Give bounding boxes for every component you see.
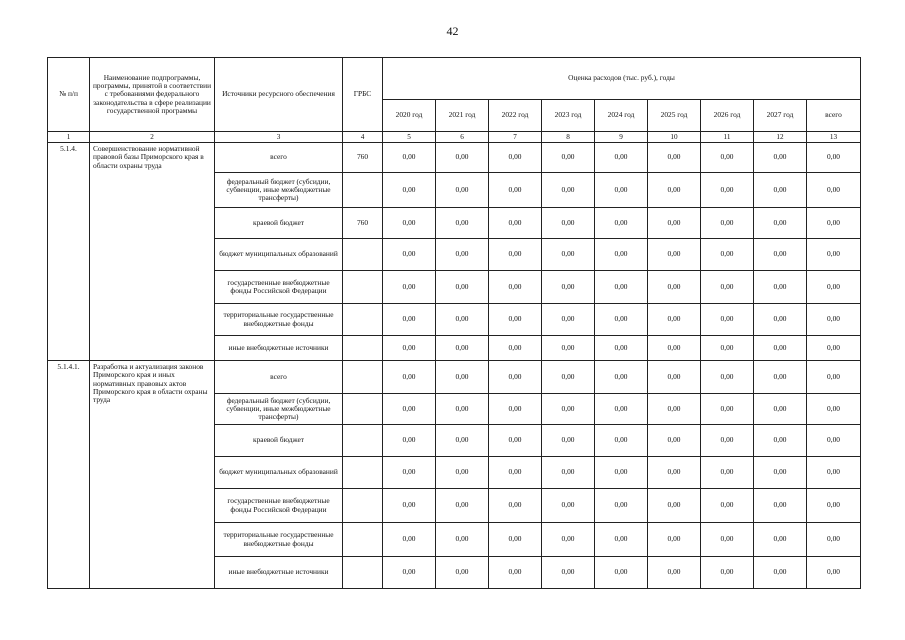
value-cell: 0,00 (754, 208, 807, 239)
funding-source: краевой бюджет (215, 208, 343, 239)
value-cell: 0,00 (436, 304, 489, 336)
value-cell: 0,00 (807, 304, 861, 336)
value-cell: 0,00 (807, 239, 861, 271)
column-number-7: 7 (489, 132, 542, 143)
value-cell: 0,00 (436, 143, 489, 173)
column-number-2: 2 (90, 132, 215, 143)
column-number-10: 10 (648, 132, 701, 143)
value-cell: 0,00 (595, 489, 648, 523)
value-cell: 0,00 (383, 361, 436, 394)
value-cell: 0,00 (595, 361, 648, 394)
value-cell: 0,00 (383, 239, 436, 271)
budget-table (47, 57, 861, 589)
budget-table-wrapper (47, 57, 861, 589)
value-cell: 0,00 (436, 425, 489, 457)
value-cell: 0,00 (701, 457, 754, 489)
value-cell: 0,00 (595, 173, 648, 208)
value-cell: 0,00 (436, 208, 489, 239)
value-cell: 0,00 (383, 173, 436, 208)
header-col-name: Наименование подпрограммы, программы, принятой в соответствии с требованиями федерального законодательства в сфере реализации государственной программы (90, 58, 215, 132)
grbs-code (343, 271, 383, 304)
header-year-2: 2022 год (489, 100, 542, 132)
grbs-code (343, 523, 383, 557)
value-cell: 0,00 (807, 271, 861, 304)
value-cell: 0,00 (542, 173, 595, 208)
value-cell: 0,00 (383, 523, 436, 557)
value-cell: 0,00 (436, 489, 489, 523)
value-cell: 0,00 (489, 457, 542, 489)
column-number-11: 11 (701, 132, 754, 143)
column-number-3: 3 (215, 132, 343, 143)
value-cell: 0,00 (701, 336, 754, 361)
table-row (48, 143, 861, 173)
value-cell: 0,00 (648, 394, 701, 425)
value-cell: 0,00 (754, 336, 807, 361)
grbs-code (343, 361, 383, 394)
grbs-code (343, 489, 383, 523)
funding-source: краевой бюджет (215, 425, 343, 457)
header-year-6: 2026 год (701, 100, 754, 132)
value-cell: 0,00 (754, 425, 807, 457)
item-code: 5.1.4.1. (48, 361, 90, 589)
value-cell: 0,00 (436, 457, 489, 489)
value-cell: 0,00 (648, 304, 701, 336)
header-row-1 (48, 58, 861, 100)
funding-source: федеральный бюджет (субсидии, субвенции, иные межбюджетные трансферты) (215, 173, 343, 208)
value-cell: 0,00 (383, 557, 436, 589)
value-cell: 0,00 (807, 457, 861, 489)
value-cell: 0,00 (754, 523, 807, 557)
value-cell: 0,00 (436, 173, 489, 208)
value-cell: 0,00 (807, 489, 861, 523)
table-row (48, 361, 861, 394)
value-cell: 0,00 (754, 457, 807, 489)
value-cell: 0,00 (595, 523, 648, 557)
funding-source: территориальные государственные внебюджетные фонды (215, 304, 343, 336)
value-cell: 0,00 (648, 489, 701, 523)
funding-source: государственные внебюджетные фонды Российской Федерации (215, 271, 343, 304)
value-cell: 0,00 (542, 425, 595, 457)
value-cell: 0,00 (595, 208, 648, 239)
value-cell: 0,00 (542, 361, 595, 394)
funding-source: бюджет муниципальных образований (215, 457, 343, 489)
value-cell: 0,00 (436, 271, 489, 304)
value-cell: 0,00 (807, 208, 861, 239)
grbs-code (343, 394, 383, 425)
value-cell: 0,00 (489, 557, 542, 589)
header-col-sources: Источники ресурсного обеспечения (215, 58, 343, 132)
value-cell: 0,00 (489, 361, 542, 394)
funding-source: бюджет муниципальных образований (215, 239, 343, 271)
value-cell: 0,00 (595, 239, 648, 271)
value-cell: 0,00 (542, 523, 595, 557)
value-cell: 0,00 (807, 425, 861, 457)
value-cell: 0,00 (807, 394, 861, 425)
value-cell: 0,00 (436, 394, 489, 425)
header-year-1: 2021 год (436, 100, 489, 132)
column-number-4: 4 (343, 132, 383, 143)
value-cell: 0,00 (701, 208, 754, 239)
grbs-code (343, 336, 383, 361)
funding-source: всего (215, 143, 343, 173)
header-year-8: всего (807, 100, 861, 132)
value-cell: 0,00 (383, 304, 436, 336)
column-number-5: 5 (383, 132, 436, 143)
value-cell: 0,00 (595, 143, 648, 173)
value-cell: 0,00 (648, 425, 701, 457)
value-cell: 0,00 (648, 523, 701, 557)
header-year-3: 2023 год (542, 100, 595, 132)
value-cell: 0,00 (807, 557, 861, 589)
value-cell: 0,00 (489, 394, 542, 425)
value-cell: 0,00 (383, 489, 436, 523)
column-number-8: 8 (542, 132, 595, 143)
value-cell: 0,00 (648, 173, 701, 208)
header-col-num: № п/п (48, 58, 90, 132)
column-number-13: 13 (807, 132, 861, 143)
value-cell: 0,00 (383, 336, 436, 361)
value-cell: 0,00 (383, 394, 436, 425)
value-cell: 0,00 (648, 239, 701, 271)
value-cell: 0,00 (648, 457, 701, 489)
value-cell: 0,00 (754, 304, 807, 336)
value-cell: 0,00 (754, 239, 807, 271)
value-cell: 0,00 (542, 336, 595, 361)
value-cell: 0,00 (754, 143, 807, 173)
column-number-12: 12 (754, 132, 807, 143)
column-numbers-row (48, 132, 861, 143)
value-cell: 0,00 (648, 143, 701, 173)
value-cell: 0,00 (542, 489, 595, 523)
value-cell: 0,00 (807, 523, 861, 557)
value-cell: 0,00 (754, 557, 807, 589)
grbs-code: 760 (343, 143, 383, 173)
item-code: 5.1.4. (48, 143, 90, 361)
value-cell: 0,00 (542, 143, 595, 173)
value-cell: 0,00 (542, 304, 595, 336)
value-cell: 0,00 (595, 457, 648, 489)
value-cell: 0,00 (701, 361, 754, 394)
value-cell: 0,00 (436, 239, 489, 271)
value-cell: 0,00 (807, 336, 861, 361)
funding-source: всего (215, 361, 343, 394)
value-cell: 0,00 (542, 394, 595, 425)
value-cell: 0,00 (542, 208, 595, 239)
funding-source: государственные внебюджетные фонды Российской Федерации (215, 489, 343, 523)
value-cell: 0,00 (436, 557, 489, 589)
grbs-code (343, 557, 383, 589)
value-cell: 0,00 (489, 208, 542, 239)
value-cell: 0,00 (648, 557, 701, 589)
value-cell: 0,00 (542, 271, 595, 304)
value-cell: 0,00 (701, 394, 754, 425)
page-number: 42 (446, 24, 459, 38)
funding-source: федеральный бюджет (субсидии, субвенции, иные межбюджетные трансферты) (215, 394, 343, 425)
table-body (48, 143, 861, 589)
value-cell: 0,00 (489, 271, 542, 304)
value-cell: 0,00 (595, 271, 648, 304)
value-cell: 0,00 (489, 239, 542, 271)
value-cell: 0,00 (489, 336, 542, 361)
value-cell: 0,00 (701, 489, 754, 523)
funding-source: иные внебюджетные источники (215, 336, 343, 361)
value-cell: 0,00 (436, 523, 489, 557)
value-cell: 0,00 (754, 394, 807, 425)
header-col-estimate: Оценка расходов (тыс. руб.), годы (383, 58, 861, 100)
value-cell: 0,00 (807, 143, 861, 173)
value-cell: 0,00 (701, 239, 754, 271)
grbs-code: 760 (343, 208, 383, 239)
value-cell: 0,00 (754, 489, 807, 523)
value-cell: 0,00 (807, 361, 861, 394)
value-cell: 0,00 (383, 208, 436, 239)
value-cell: 0,00 (701, 425, 754, 457)
value-cell: 0,00 (648, 361, 701, 394)
item-name: Разработка и актуализация законов Приморского края и иных нормативных правовых актов Приморского края в области охраны труда (90, 361, 215, 589)
value-cell: 0,00 (383, 457, 436, 489)
value-cell: 0,00 (595, 394, 648, 425)
value-cell: 0,00 (542, 457, 595, 489)
value-cell: 0,00 (701, 557, 754, 589)
value-cell: 0,00 (754, 271, 807, 304)
value-cell: 0,00 (648, 336, 701, 361)
grbs-code (343, 304, 383, 336)
value-cell: 0,00 (489, 304, 542, 336)
value-cell: 0,00 (542, 557, 595, 589)
header-year-4: 2024 год (595, 100, 648, 132)
value-cell: 0,00 (648, 271, 701, 304)
value-cell: 0,00 (436, 361, 489, 394)
value-cell: 0,00 (383, 271, 436, 304)
grbs-code (343, 173, 383, 208)
header-col-grbs: ГРБС (343, 58, 383, 132)
grbs-code (343, 239, 383, 271)
value-cell: 0,00 (701, 523, 754, 557)
value-cell: 0,00 (489, 143, 542, 173)
column-number-1: 1 (48, 132, 90, 143)
value-cell: 0,00 (754, 361, 807, 394)
value-cell: 0,00 (383, 425, 436, 457)
header-year-5: 2025 год (648, 100, 701, 132)
value-cell: 0,00 (807, 173, 861, 208)
value-cell: 0,00 (542, 239, 595, 271)
value-cell: 0,00 (436, 336, 489, 361)
value-cell: 0,00 (383, 143, 436, 173)
header-year-0: 2020 год (383, 100, 436, 132)
value-cell: 0,00 (648, 208, 701, 239)
value-cell: 0,00 (701, 304, 754, 336)
value-cell: 0,00 (489, 523, 542, 557)
column-number-9: 9 (595, 132, 648, 143)
value-cell: 0,00 (701, 173, 754, 208)
funding-source: иные внебюджетные источники (215, 557, 343, 589)
value-cell: 0,00 (595, 336, 648, 361)
value-cell: 0,00 (489, 173, 542, 208)
value-cell: 0,00 (489, 489, 542, 523)
header-year-7: 2027 год (754, 100, 807, 132)
value-cell: 0,00 (489, 425, 542, 457)
column-number-6: 6 (436, 132, 489, 143)
value-cell: 0,00 (595, 557, 648, 589)
value-cell: 0,00 (595, 304, 648, 336)
grbs-code (343, 425, 383, 457)
grbs-code (343, 457, 383, 489)
item-name: Совершенствование нормативной правовой базы Приморского края в области охраны труда (90, 143, 215, 361)
value-cell: 0,00 (595, 425, 648, 457)
funding-source: территориальные государственные внебюджетные фонды (215, 523, 343, 557)
value-cell: 0,00 (701, 143, 754, 173)
value-cell: 0,00 (701, 271, 754, 304)
value-cell: 0,00 (754, 173, 807, 208)
